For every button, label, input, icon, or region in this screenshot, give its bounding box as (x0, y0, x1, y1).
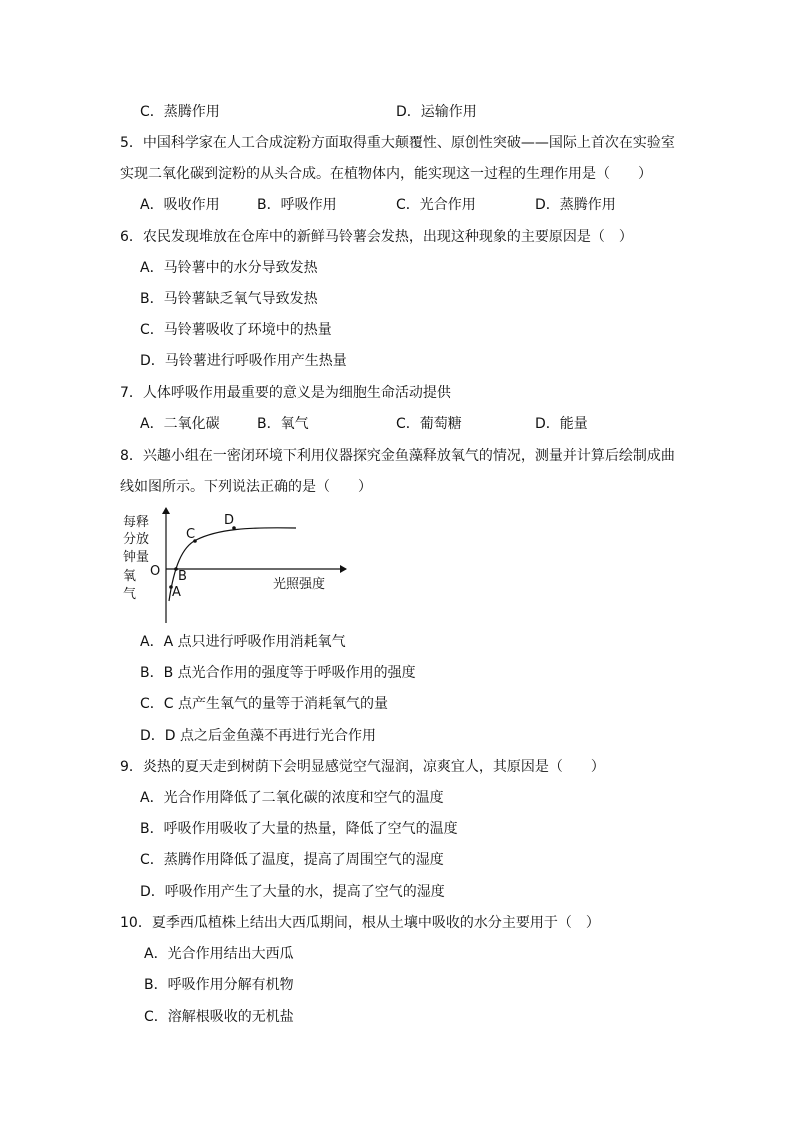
point-a-label: A (172, 585, 181, 600)
ylabel-line4: 氧 (123, 569, 137, 584)
q9-stem: 9．炎热的夏天走到树荫下会明显感觉空气湿润，凉爽宜人，其原因是（ ） (120, 759, 605, 775)
q7-option-b: B．氧气 (257, 416, 309, 432)
q6-option-d: D．马铃薯进行呼吸作用产生热量 (140, 353, 347, 369)
q4-option-c: C．蒸腾作用 (140, 104, 220, 120)
q6-option-c: C．马铃薯吸收了环境中的热量 (140, 322, 332, 338)
q8-option-d: D．D 点之后金鱼藻不再进行光合作用 (140, 728, 377, 744)
q10-option-a: A．光合作用结出大西瓜 (144, 946, 294, 962)
point-d-label: D (224, 513, 235, 528)
q7-stem: 7．人体呼吸作用最重要的意义是为细胞生命活动提供 (120, 385, 451, 401)
q6-option-b: B．马铃薯缺乏氧气导致发热 (140, 291, 318, 307)
ylabel-line3: 钟量 (123, 550, 150, 565)
q6-option-a: A．马铃薯中的水分导致发热 (140, 260, 318, 276)
xlabel: 光照强度 (273, 577, 326, 592)
ylabel-line2: 分放 (123, 532, 150, 547)
q8-option-a: A．A 点只进行呼吸作用消耗氧气 (140, 634, 346, 650)
q8-stem-line1: 8．兴趣小组在一密闭环境下利用仪器探究金鱼藻释放氧气的情况，测量并计算后绘制成曲 (120, 448, 675, 464)
ylabel-line5: 气 (123, 587, 137, 602)
point-c-label: C (186, 527, 196, 542)
q9-option-b: B．呼吸作用吸收了大量的热量，降低了空气的温度 (140, 821, 458, 837)
q10-stem: 10．夏季西瓜植株上结出大西瓜期间，根从土壤中吸收的水分主要用于（ ） (120, 915, 600, 931)
q5-stem-line1: 5．中国科学家在人工合成淀粉方面取得重大颠覆性、原创性突破——国际上首次在实验室 (120, 135, 675, 151)
q9-option-a: A．光合作用降低了二氧化碳的浓度和空气的温度 (140, 790, 444, 806)
q5-option-b: B．呼吸作用 (257, 197, 337, 213)
q7-option-a: A．二氧化碳 (140, 416, 220, 432)
q6-stem: 6．农民发现堆放在仓库中的新鲜马铃薯会发热，出现这种现象的主要原因是（ ） (120, 229, 633, 245)
q5-option-a: A．吸收作用 (140, 197, 220, 213)
oxygen-light-curve-figure (118, 505, 348, 625)
ylabel-line1: 每释 (123, 515, 150, 530)
q7-option-c: C．葡萄糖 (396, 416, 462, 432)
q4-option-d: D．运输作用 (396, 104, 477, 120)
origin-label: O (150, 564, 161, 579)
q9-option-c: C．蒸腾作用降低了温度，提高了周围空气的湿度 (140, 852, 444, 868)
q8-option-c: C．C 点产生氧气的量等于消耗氧气的量 (140, 696, 388, 712)
q8-stem-line2: 线如图所示。下列说法正确的是（ ） (120, 479, 372, 495)
q8-option-b: B．B 点光合作用的强度等于呼吸作用的强度 (140, 665, 416, 681)
q5-option-c: C．光合作用 (396, 197, 476, 213)
q5-option-d: D．蒸腾作用 (535, 197, 616, 213)
q10-option-b: B．呼吸作用分解有机物 (144, 977, 294, 993)
q10-option-c: C．溶解根吸收的无机盐 (144, 1009, 294, 1025)
q7-option-d: D．能量 (535, 416, 588, 432)
point-b-label: B (178, 569, 187, 584)
q5-stem-line2: 实现二氧化碳到淀粉的从头合成。在植物体内，能实现这一过程的生理作用是（ ） (120, 166, 652, 182)
q9-option-d: D．呼吸作用产生了大量的水，提高了空气的湿度 (140, 884, 445, 900)
